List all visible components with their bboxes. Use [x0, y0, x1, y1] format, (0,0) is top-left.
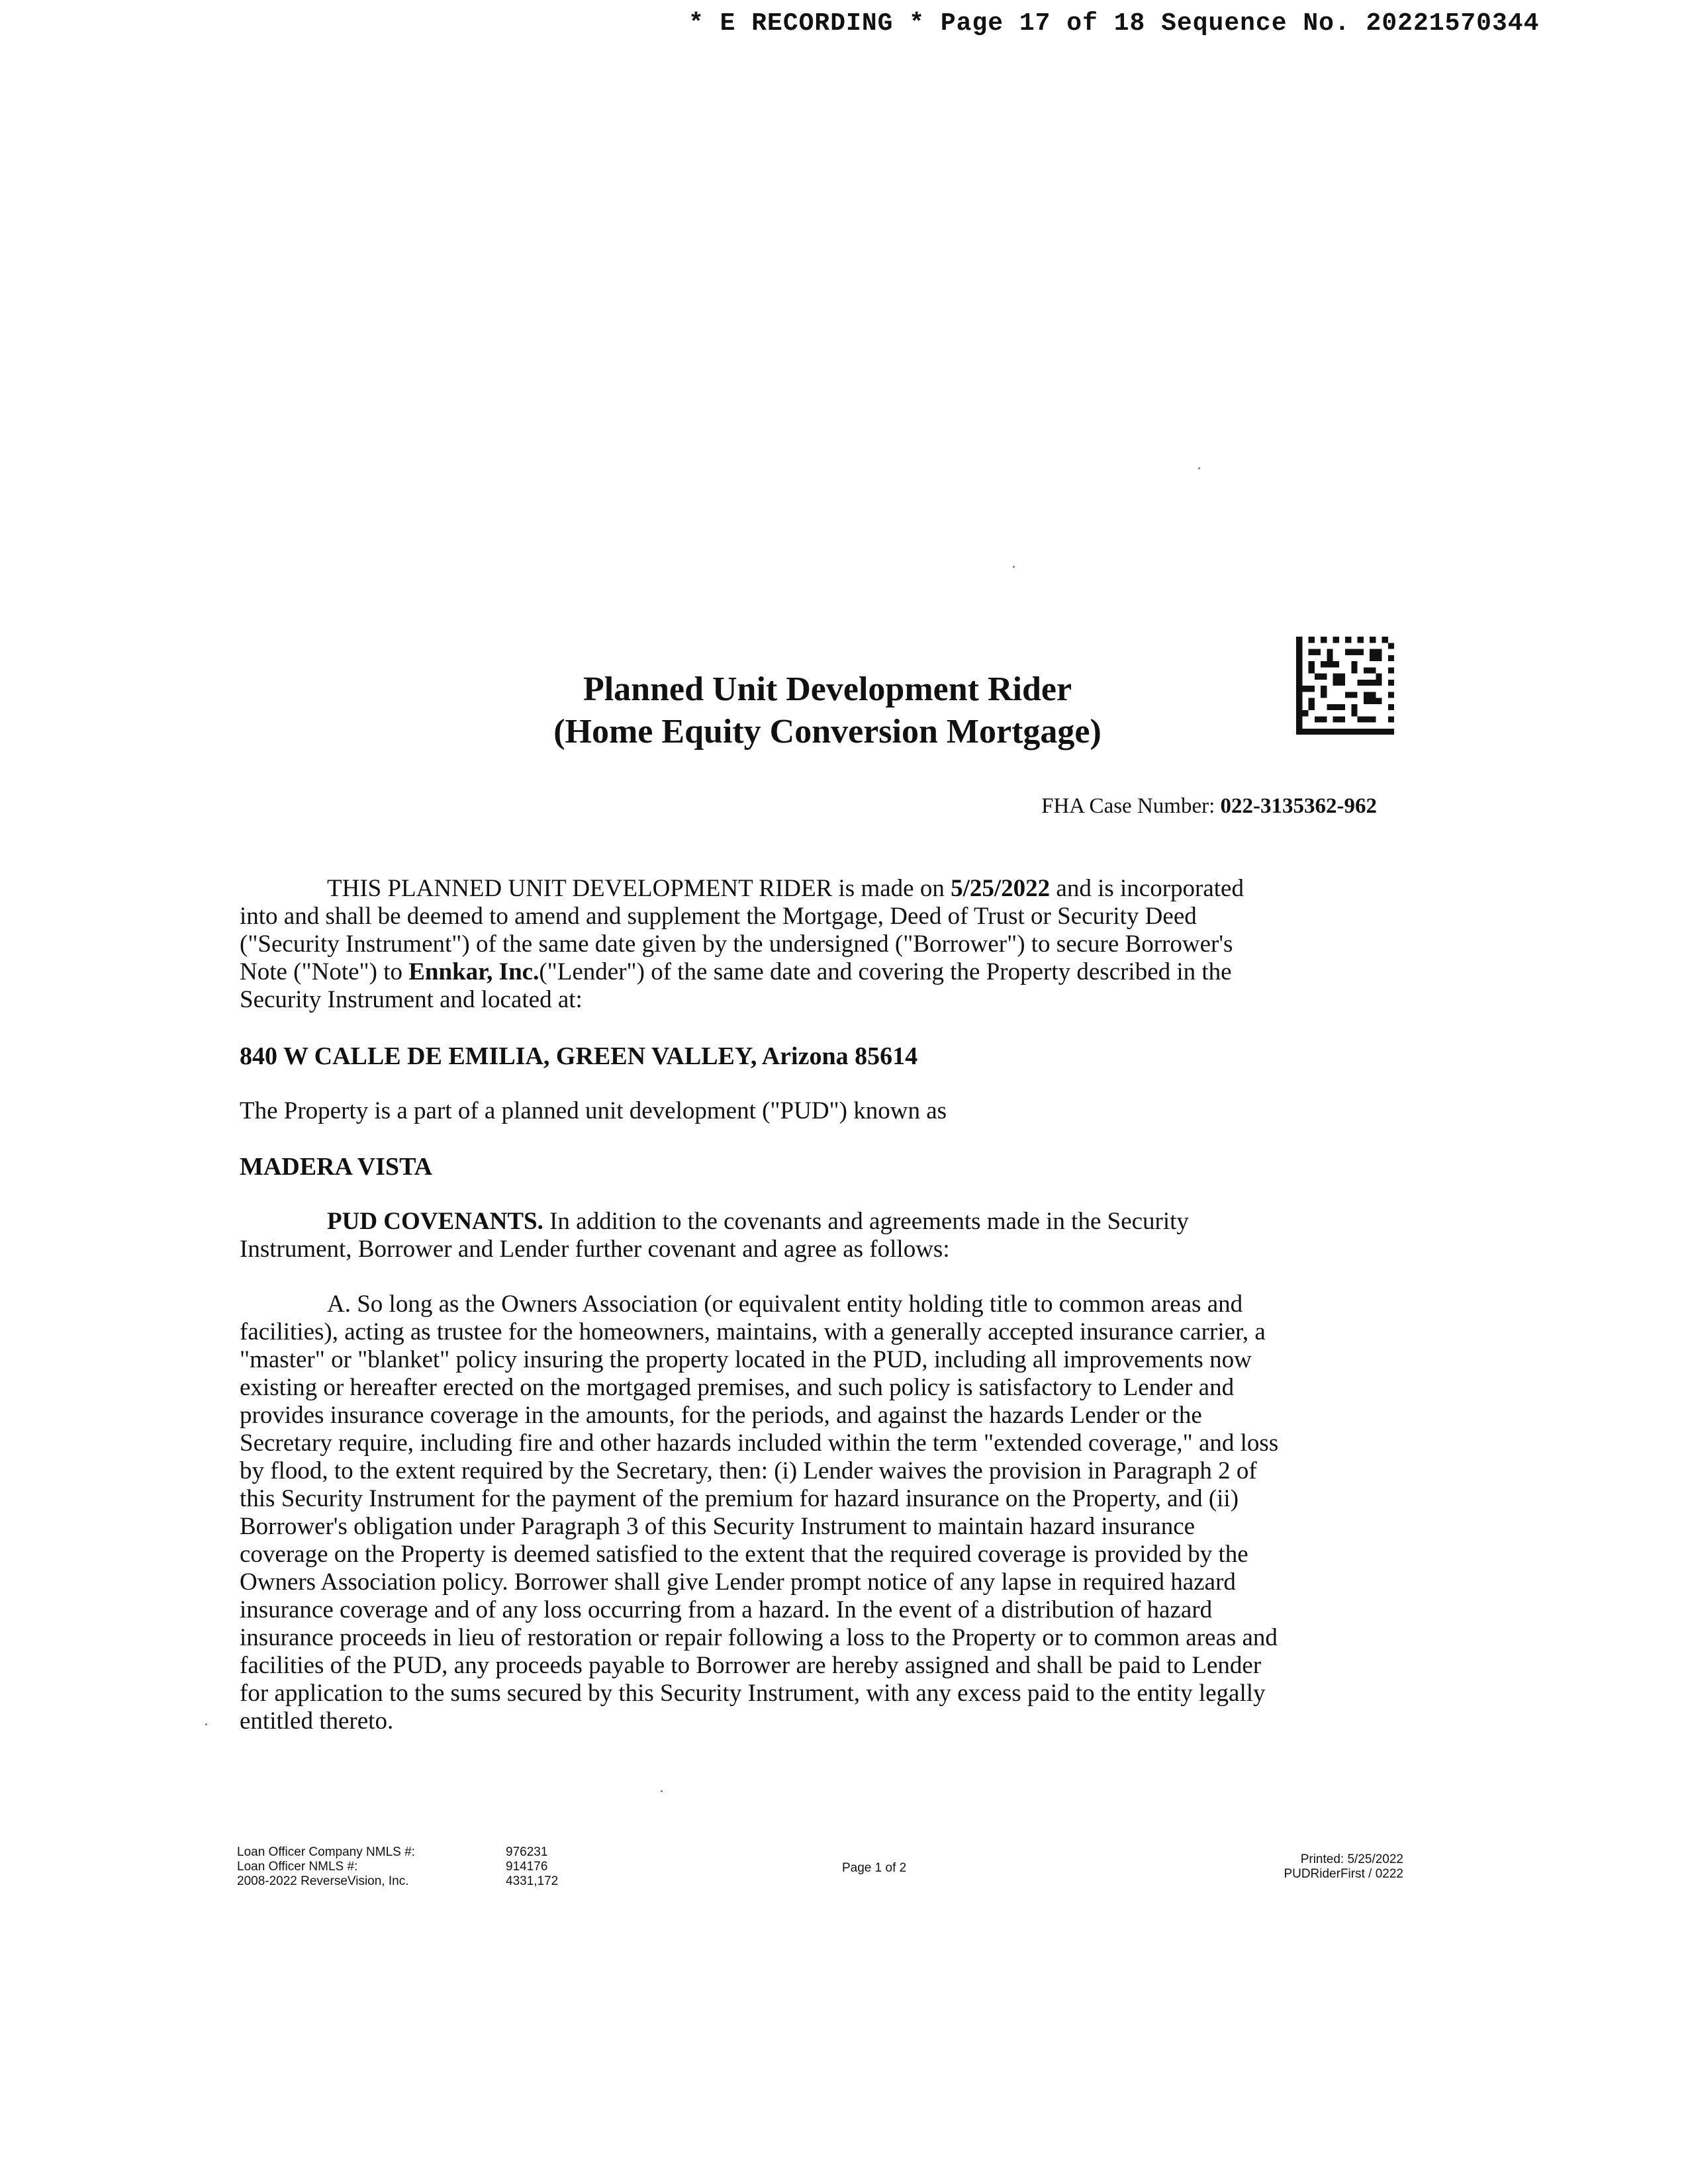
scan-speck: [1198, 467, 1200, 469]
fha-label: FHA Case Number:: [1041, 794, 1221, 818]
intro-text-a: THIS PLANNED UNIT DEVELOPMENT RIDER is made on: [327, 875, 951, 902]
covenants-paragraph: [240, 1208, 1286, 1263]
version-number: 4331,172: [506, 1874, 559, 1888]
covenants-heading: PUD COVENANTS.: [327, 1208, 543, 1235]
scan-speck: [661, 1790, 663, 1792]
scan-speck: [1013, 566, 1015, 568]
title-line-2: (Home Equity Conversion Mortgage): [553, 713, 1102, 751]
form-id: PUDRiderFirst / 0222: [1284, 1867, 1403, 1881]
paragraph-a: A. So long as the Owners Association (or equivalent entity holding title to common areas and facilities), acting as trustee for the homeowners, maintains, with a generally accepted insurance carrier, a "master" or "blanket" policy insuring the property located in the PUD, including all improvements now existing or hereafter erected on the mortgaged premises, and such policy is satisfactory to Lender and provides insurance coverage in the amounts, for the periods, and against the hazards Lender or the Secretary require, including fire and other hazards included within the term "extended coverage," and loss by flood, to the extent required by the Secretary, then: (i) Lender waives the provision in Paragraph 2 of this Security Instrument for the payment of the premium for hazard insurance on the Property, and (ii) Borrower's obligation under Paragraph 3 of this Security Instrument to maintain hazard insurance coverage on the Property is deemed satisfied to the extent that the required coverage is provided by the Owners Association policy. Borrower shall give Lender prompt notice of any lapse in required hazard insurance coverage and of any loss occurring from a hazard. In the event of a distribution of hazard insurance proceeds in lieu of restoration or repair following a loss to the Property or to common areas and facilities of the PUD, any proceeds payable to Borrower are hereby assigned and shall be paid to Lender for application to the sums secured by this Security Instrument, with any excess paid to the entity legally entitled thereto.: [240, 1291, 1279, 1735]
footer-left: [237, 1845, 489, 1889]
document-title: [331, 668, 1324, 753]
footer-values: [506, 1845, 638, 1889]
intro-text-b: and is incorporated into and shall be deemed to amend and supplement the Mortgage, Deed of Trust or Security Deed ("Security Instrument") of the same date given by the undersigned ("Borrower") to secure Borrower's Note ("Note") to: [240, 875, 1244, 985]
company-nmls-label: Loan Officer Company NMLS #:: [237, 1845, 415, 1859]
officer-nmls-value: 914176: [506, 1860, 548, 1874]
page-number: Page 1 of 2: [842, 1861, 907, 1875]
printed-date: Printed: 5/25/2022: [1300, 1852, 1403, 1866]
footer-right: [1218, 1845, 1403, 1882]
intro-paragraph: [240, 875, 1286, 1014]
recording-header: * E RECORDING * Page 17 of 18 Sequence No. 20221570344: [688, 9, 1540, 38]
property-address: 840 W CALLE DE EMILIA, GREEN VALLEY, Arizona 85614: [240, 1042, 918, 1070]
scan-speck: [205, 1723, 207, 1725]
copyright: 2008-2022 ReverseVision, Inc.: [237, 1874, 409, 1888]
company-nmls-value: 976231: [506, 1845, 548, 1859]
fha-case-number: [927, 794, 1377, 819]
pud-name: MADERA VISTA: [240, 1153, 433, 1181]
2d-barcode-icon: [1296, 637, 1394, 735]
lender-name: Ennkar, Inc.: [408, 958, 539, 985]
intro-text-c: ("Lender") of the same date and covering the Property described in the Security Instrument and located at:: [240, 958, 1232, 1013]
covenants-text: In addition to the covenants and agreements made in the Security Instrument, Borrower and Lender further covenant and agree as follows:: [240, 1208, 1189, 1263]
pud-intro: The Property is a part of a planned unit development ("PUD") known as: [240, 1097, 947, 1124]
title-line-1: Planned Unit Development Rider: [583, 670, 1072, 708]
rider-date: 5/25/2022: [951, 875, 1051, 902]
fha-number: 022-3135362-962: [1220, 794, 1377, 818]
officer-nmls-label: Loan Officer NMLS #:: [237, 1860, 358, 1874]
